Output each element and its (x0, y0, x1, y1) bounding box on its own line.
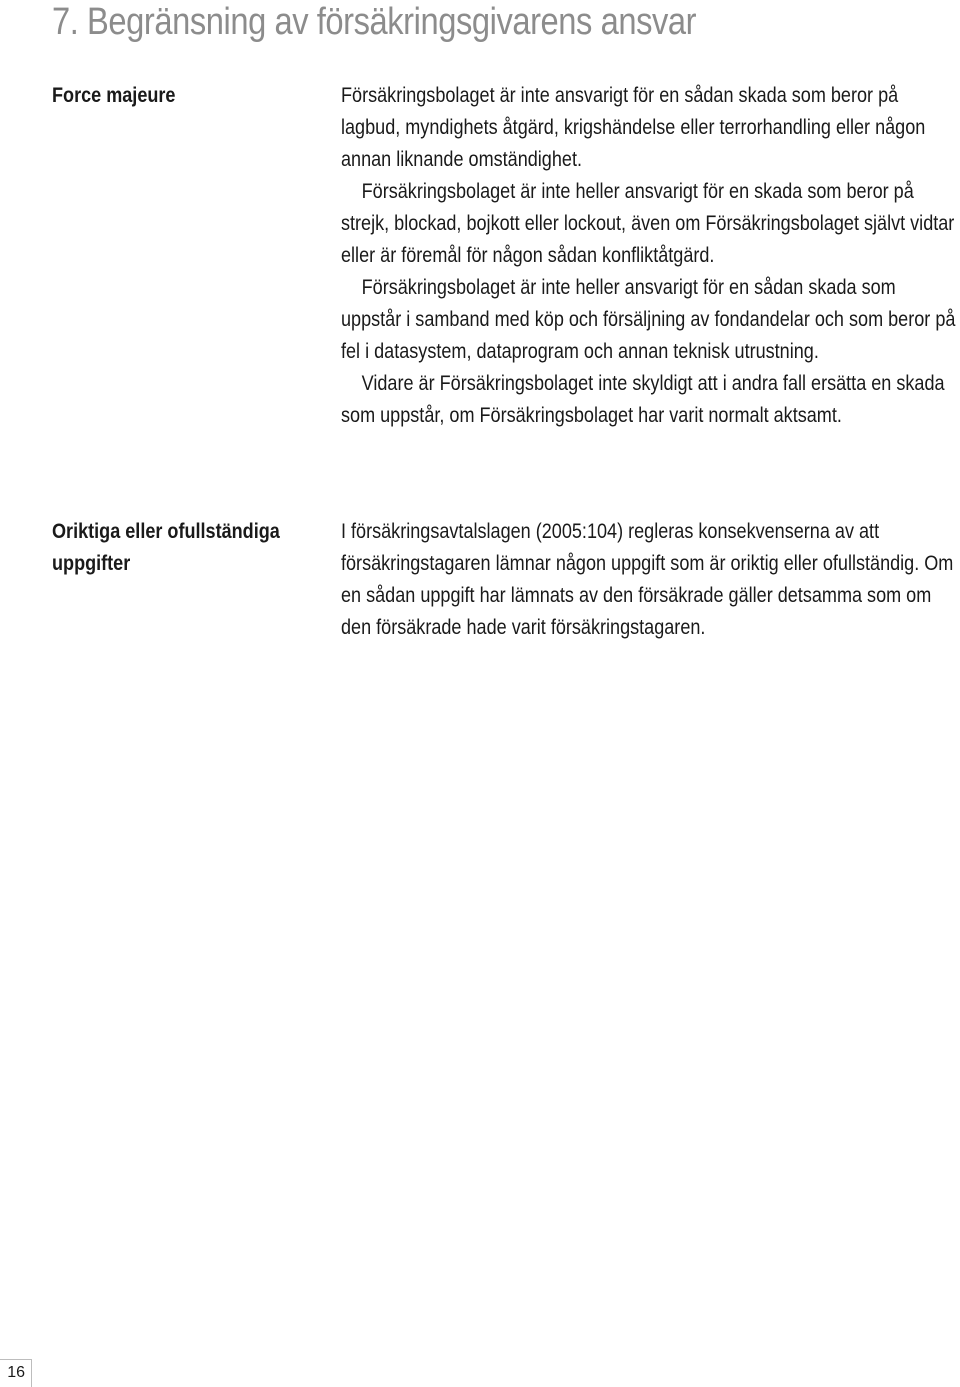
paragraph: I försäkringsavtalslagen (2005:104) regleras konsekvenserna av att försäkringstagaren lämnar någon uppgift som är oriktig eller ofullständig. Om en sådan uppgift har lämnats av den försäkrade gäller detsamma som om den försäkrade hade varit försäkringstagaren. (341, 520, 954, 639)
section-body (341, 516, 956, 644)
paragraph: Försäkringsbolaget är inte ansvarigt för en sådan skada som beror på lagbud, myndighets åtgärd, krigshändelse eller terrorhandling eller någon annan liknande omständighet. (341, 84, 926, 171)
paragraph: Vidare är Försäkringsbolaget inte skyldigt att i andra fall ersätta en skada som uppstår, om Försäkringsbolaget har varit normalt aktsamt. (341, 372, 945, 427)
page-title: 7. Begränsning av försäkringsgivarens ansvar (52, 1, 697, 43)
section-body (341, 80, 956, 432)
paragraph: Försäkringsbolaget är inte heller ansvarigt för en skada som beror på strejk, blockad, bojkott eller lockout, även om Försäkringsbolaget självt vidtar eller är föremål för någon sådan konfliktåtgärd. (341, 180, 955, 267)
paragraph: Försäkringsbolaget är inte heller ansvarigt för en sådan skada som uppstår i samband med köp och försäljning av fondandelar och som beror på fel i datasystem, dataprogram och annan teknisk utrustning. (341, 276, 956, 363)
section-heading: Oriktiga eller ofullständiga uppgifter (52, 520, 280, 575)
page-number: 16 (0, 1359, 32, 1387)
section-heading: Force majeure (52, 84, 176, 107)
